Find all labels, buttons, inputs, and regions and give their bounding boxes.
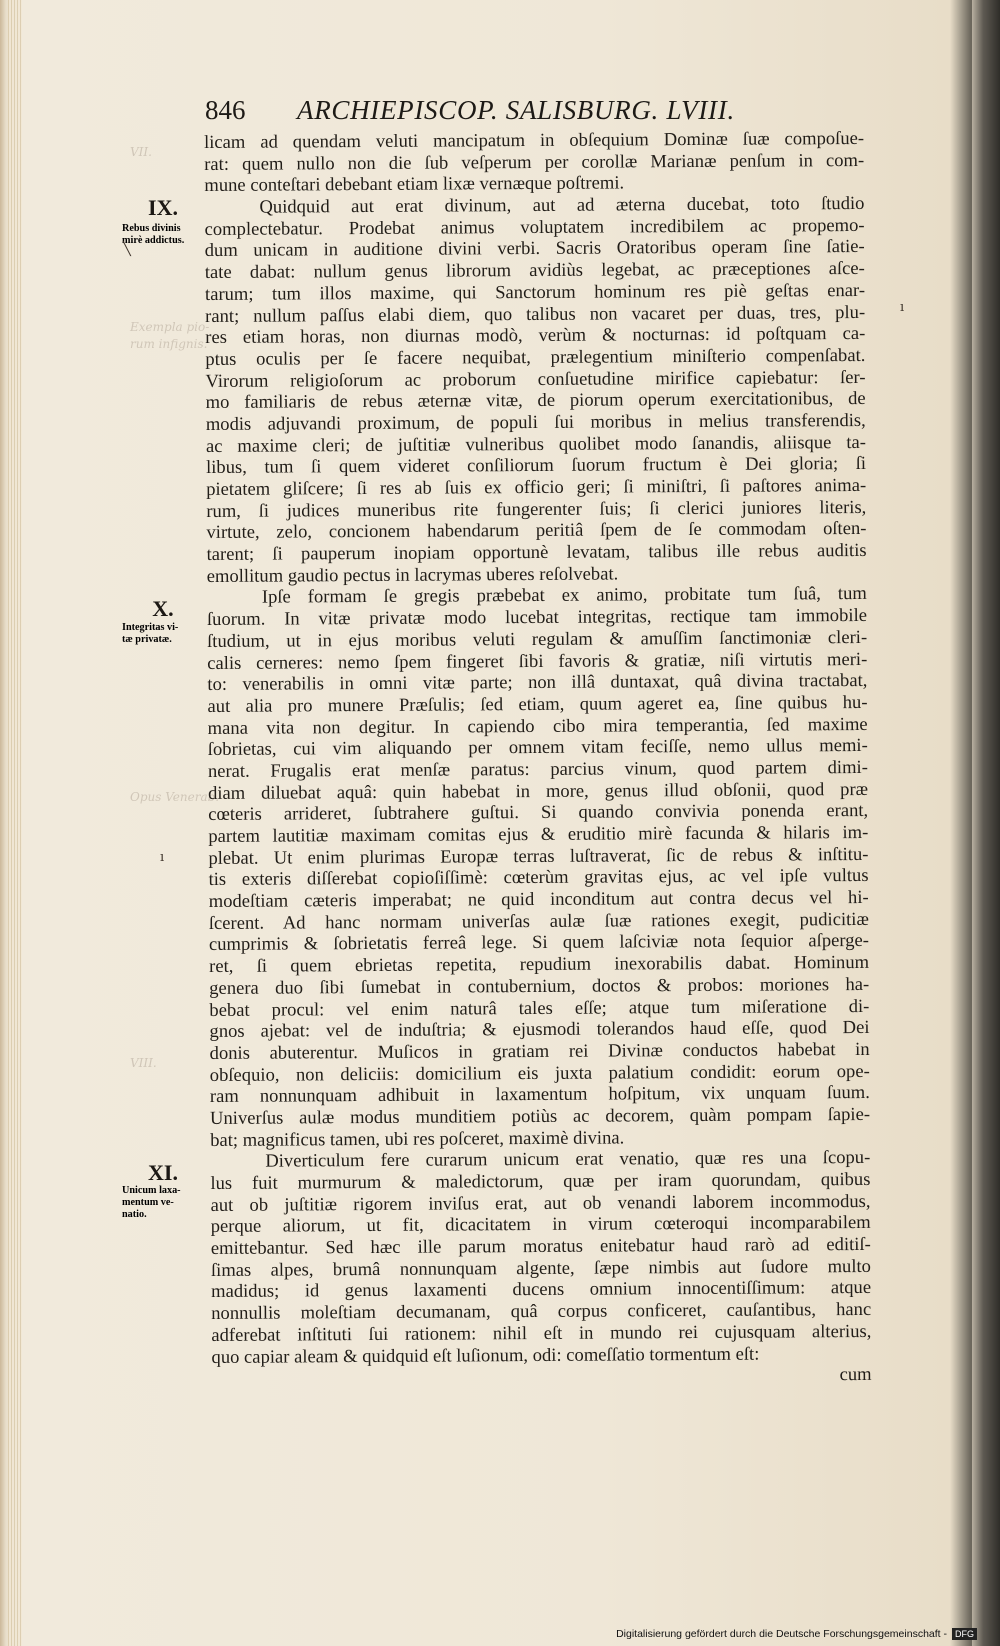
- marginal-note-ix: [122, 223, 206, 247]
- text-line: modis adjuvandi proximum, de populi ſui moribus in melius transferendis,: [205, 409, 866, 435]
- section-numeral-x: X.: [152, 596, 174, 621]
- note-line: natio.: [122, 1209, 147, 1220]
- text-line: rum, ſi judices muneribus rite fungerenter ſuis; ſi clerici juniores literis,: [206, 496, 867, 522]
- margin-mark: ı: [160, 850, 165, 865]
- text-line: madidus; id genus laxamenti ducens omnium innocentiſſimum: atque: [211, 1277, 872, 1303]
- text-line: pietatem gliſcere; ſi res ab ſuis ex officio geri; ſi miniſtri, ſi paſtores anima-: [206, 474, 867, 500]
- text-line: nerat. Frugalis erat menſæ paratus: parcius vinum, quod partem dimi-: [207, 756, 868, 782]
- text-line: adferebat inſtituti ſui rationem: nihil eſt in mundo rei cujusquam alterius,: [211, 1320, 872, 1346]
- text-line: Ipſe formam ſe gregis præbebat ex animo, probitate tum ſuâ, tum: [261, 583, 867, 609]
- margin-mark: ╲: [123, 242, 131, 257]
- text-line: ram nonnunquam adhibuit in laxamentum hoſpitum, vix unquam ſuum.: [209, 1082, 870, 1108]
- text-line: cœteris arrideret, ſubtrahere guſtui. Si quando convivia ponenda erant,: [208, 800, 869, 826]
- text-line: perque aliorum, ut fit, dicacitatem in virum cœteroqui incomparabilem: [210, 1212, 871, 1238]
- book-page-edge: [8, 0, 22, 1646]
- text-line: to: venerabilis in omni vitæ parte; non illâ duntaxat, quâ divina tractabat,: [207, 670, 868, 696]
- text-line: emollitum gaudio pectus in lacrymas uberes reſolvebat.: [206, 563, 619, 587]
- text-line: complectebatur. Prodebat animus voluptatem incredibilem ac propemo-: [204, 214, 865, 240]
- text-line: Virorum religioſorum ac proborum conſuetudine mirifice capiebatur: ſer-: [205, 366, 866, 392]
- faint-show-through-text: Opus Venerab.: [130, 790, 220, 804]
- text-line: tis exteris diſſerebat copioſiſſimè: cœterùm gravitas ejus, ac vel ipſe vultus: [208, 865, 869, 891]
- text-line: mune conteſtari debebant etiam lixæ vernæque poſtremi.: [204, 172, 625, 197]
- text-line: bebat procul: vel enim naturâ tales eſſe; atque tum miſeratione di-: [209, 995, 870, 1021]
- body-text: [204, 128, 872, 1390]
- text-line: modeſtiam cæteris imperabat; ne quid inconditum aut contra decus vel hi-: [208, 887, 869, 913]
- text-line: mana vita non degitur. In capiendo cibo mira temperantia, ſed maxime: [207, 713, 868, 739]
- margin-mark: ı: [900, 300, 905, 315]
- note-line: Rebus divinis: [122, 223, 181, 234]
- text-line: obſequio, non deliciis: domicilium eis juxta palatium condidit: eorum ope-: [209, 1060, 870, 1086]
- text-line: Quidquid aut erat divinum, aut ad æterna ducebat, toto ſtudio: [259, 193, 865, 218]
- text-line: virtute, zelo, concionem habendarum peritiâ ſpem de ſe commodam oſten-: [206, 518, 867, 544]
- marginal-note-xi: [122, 1185, 206, 1221]
- text-line: genera duo ſibi ſumebat in contubernium, doctos & probos: moriones ha-: [209, 973, 870, 999]
- text-line: rant; nullum paſſus elabi diem, quo talibus non vacaret per duas, tres, plu-: [205, 301, 866, 327]
- text-line: licam ad quendam veluti mancipatum in obſequium Dominæ ſuæ compoſue-: [204, 127, 865, 153]
- text-line: tarum; tum illos maxime, qui Sanctorum hominum res piè geſtas enar-: [204, 279, 866, 305]
- text-line: dum unicam in auditione divini verbi. Sacris Oratoribus operam ſine ſatie-: [204, 236, 865, 262]
- text-line: Diverticulum fere curarum unicum erat venatio, quæ res una ſcopu-: [265, 1147, 871, 1172]
- page-header: [205, 95, 825, 131]
- text-line: cumprimis & ſobrietatis ferreâ lege. Si quem laſciviæ nota ſequior aſperge-: [208, 930, 870, 956]
- text-line: rat: quem nullo non die ſub veſperum per corollæ Marianæ penſum in com-: [204, 149, 865, 175]
- text-line: diam diluebat aquâ: quin habebat in more, genus illud obſonii, quod præ: [207, 778, 869, 804]
- note-line: Unicum laxa-: [122, 1185, 181, 1196]
- text-line: quo capiar aleam & quidquid eſt luſionum, odi: comeſſatio tormentum eſt:: [211, 1343, 760, 1368]
- opposite-page-edge: [972, 0, 1000, 1646]
- digitization-footer: [616, 1626, 977, 1642]
- text-line: bat; magnificus tamen, ubi res poſceret, maximè divina.: [210, 1127, 625, 1151]
- text-line: mo familiaris de rebus æternæ vitæ, de piorum operum exercitationibus, de: [205, 388, 866, 414]
- faint-show-through-text: rum infignis.: [130, 337, 208, 351]
- text-line: tate dabat: nullum genus librorum avidiùs legebat, ac præceptiones aſce-: [204, 258, 865, 284]
- note-line: mentum ve-: [122, 1197, 174, 1208]
- page-number: 846: [205, 95, 246, 125]
- text-line: Univerſus aulæ modus munditiem potiùs ac decorem, quàm pompam ſapie-: [209, 1103, 871, 1129]
- text-line: ac maxime cleri; de juſtitiæ vulneribus quolibet modo ſanandis, aliisque ta-: [205, 431, 866, 457]
- text-line: calis cerneres: nemo ſpem fingeret ſibi favoris & gratiæ, niſi virtutis meri-: [207, 648, 868, 674]
- text-line: tarent; ſi pauperum inopiam opportunè levatam, talibus ille rebus auditis: [206, 540, 867, 566]
- note-line: mirè addictus.: [122, 235, 185, 246]
- text-line: partem lautitiæ maximam comitas ejus & eruditio mirè facunda & hilaris im-: [208, 821, 869, 847]
- faint-show-through-text: Exempla pio-: [130, 320, 210, 334]
- text-line: ſimas alpes, brumâ nonnunquam algente, ſæpe nimbis aut ſudore multo: [210, 1255, 872, 1281]
- marginal-note-x: [122, 622, 206, 646]
- faint-show-through-text: VII.: [130, 145, 152, 159]
- text-line: lus fuit murmurum & maledictorum, quæ per iram quorundam, quibus: [210, 1168, 871, 1194]
- funding-credit: Digitalisierung gefördert durch die Deutsche Forschungsgemeinschaft -: [616, 1628, 947, 1640]
- text-line: emittebantur. Sed hæc ille parum moratus enitebatur haud rarò ad editiſ-: [210, 1234, 871, 1260]
- text-line: res etiam horas, non diurnas modò, verùm & nocturnas: id poſtquam ca-: [205, 323, 866, 349]
- text-line: ſobrietas, cui vim aliquando per omnem vitam feciſſe, nemo ullus memi-: [207, 735, 868, 761]
- text-line: donis abuterentur. Muſicos in gratiam rei Divinæ conductos habebat in: [209, 1038, 870, 1064]
- text-line: ret, ſi quem ebrietas repetita, repudium inexorabilis dabat. Hominum: [209, 952, 870, 978]
- faint-show-through-text: VIII.: [130, 1056, 157, 1070]
- text-line: nonnullis moleſtiam decumanam, quâ corpus conficeret, cauſantibus, hanc: [211, 1299, 872, 1325]
- dfg-logo: DFG: [952, 1628, 977, 1640]
- text-line: ſcerent. Ad hanc normam univerſas aulæ ſuæ rationes exegit, pudicitiæ: [208, 908, 869, 934]
- note-line: tæ privatæ.: [122, 634, 172, 645]
- section-numeral-xi: XI.: [148, 1160, 178, 1185]
- text-line: cum: [839, 1364, 872, 1386]
- text-line: gnos ajebat: vel de induſtria; & ejusmodi tolerandos haud eſſe, quod Dei: [209, 1017, 870, 1043]
- text-line: ptus oculis per ſe facere nequibat, prælegentium miniſterio compenſabat.: [205, 344, 866, 370]
- text-line: aut alia pro munere Præſulis; ſed etiam, quum ageret ea, ſine quibus hu-: [207, 691, 868, 717]
- section-numeral-ix: IX.: [148, 195, 178, 220]
- text-line: ſuorum. In vitæ privatæ modo lucebat integritas, rectique tam immobile: [206, 605, 868, 631]
- text-line: ſtudium, ut in ejus moribus veluti regulam & amuſſim ſanctimoniæ cleri-: [207, 626, 868, 652]
- text-line: libus, tum ſi quem videret conſiliorum ſuorum fructum è Dei gloria; ſi: [205, 453, 867, 479]
- note-line: Integritas vi-: [122, 622, 179, 633]
- text-line: plebat. Ut enim plurimas Europæ terras luſtraverat, ſic de rebus & inſtitu-: [208, 843, 869, 869]
- running-title: ARCHIEPISCOP. SALISBURG. LVIII.: [297, 95, 735, 125]
- text-line: aut ob juſtitiæ rigorem inviſus erat, aut ob venandi laborem incommodus,: [210, 1190, 871, 1216]
